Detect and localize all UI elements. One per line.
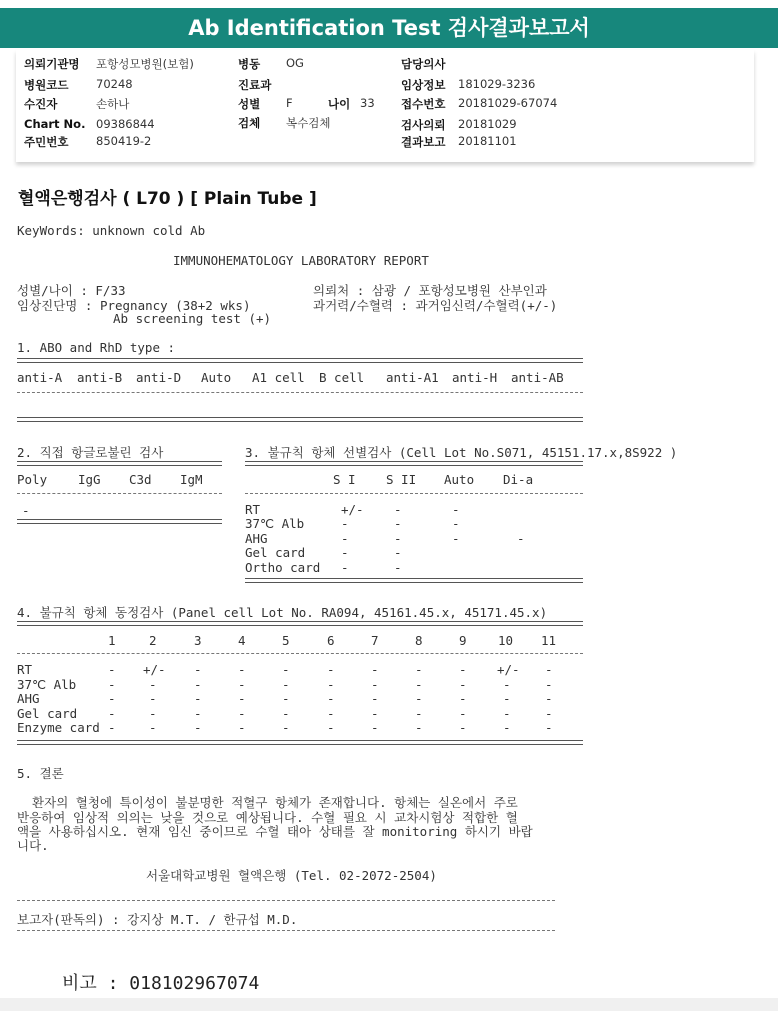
- panel-row-label: Gel card: [17, 706, 78, 721]
- divider: [17, 621, 583, 626]
- patient-value: 손하나: [96, 97, 130, 111]
- screening-cell: -: [341, 531, 349, 546]
- divider: [17, 740, 583, 745]
- transfusion-history: 과거력/수혈력 : 과거임신력/수혈력(+/-): [313, 298, 558, 313]
- divider: [17, 461, 222, 466]
- age-label: 나이: [328, 97, 351, 111]
- screening-cell: -: [341, 516, 349, 531]
- specimen-value: 복수검체: [286, 116, 331, 130]
- hospital-code-value: 70248: [96, 77, 133, 91]
- panel-cell: -: [238, 677, 246, 692]
- panel-cell: -: [194, 662, 202, 677]
- divider: [17, 653, 583, 654]
- abo-header-anti-ab: anti-AB: [511, 370, 564, 385]
- blood-bank-contact: 서울대학교병원 혈액은행 (Tel. 02-2072-2504): [146, 868, 437, 883]
- divider: [17, 392, 583, 393]
- panel-cell: -: [327, 677, 335, 692]
- panel-cell-number: 4: [238, 633, 246, 648]
- panel-cell: -: [327, 706, 335, 721]
- panel-cell-number: 5: [282, 633, 290, 648]
- divider: [17, 358, 583, 363]
- resident-no-value: 850419-2: [96, 134, 152, 148]
- screening-header-s2: S II: [386, 472, 417, 487]
- conclusion-section-title: 5. 결론: [17, 766, 64, 781]
- report-date-label: 결과보고: [401, 135, 446, 149]
- department-label: 진료과: [238, 78, 272, 92]
- panel-cell: -: [238, 691, 246, 706]
- screening-cell: -: [452, 516, 460, 531]
- institution-label: 의뢰기관명: [24, 57, 80, 71]
- panel-cell: -: [149, 720, 157, 735]
- panel-cell-number: 7: [371, 633, 379, 648]
- divider: [17, 519, 222, 524]
- screening-cell: -: [517, 531, 525, 546]
- specimen-label: 검체: [238, 116, 261, 130]
- panel-cell: -: [545, 677, 553, 692]
- screening-header-auto: Auto: [444, 472, 475, 487]
- divider: [245, 493, 583, 494]
- memo: 비고 : 018102967074: [62, 973, 260, 994]
- screening-row-label: RT: [245, 502, 261, 517]
- panel-cell: -: [503, 677, 511, 692]
- panel-cell-number: 2: [149, 633, 157, 648]
- screening-header-di-a: Di-a: [503, 472, 534, 487]
- abo-header-anti-b: anti-B: [77, 370, 123, 385]
- screening-row-label: 37℃ Alb: [245, 516, 305, 531]
- panel-cell: -: [327, 662, 335, 677]
- panel-cell-number: 10: [498, 633, 514, 648]
- diagnosis-line-2: Ab screening test (+): [113, 311, 272, 326]
- panel-cell: -: [282, 691, 290, 706]
- dat-value-poly: -: [22, 503, 30, 518]
- doctor-label: 담당의사: [401, 57, 446, 71]
- panel-cell: -: [415, 677, 423, 692]
- panel-cell: -: [327, 691, 335, 706]
- panel-cell: -: [371, 662, 379, 677]
- panel-cell: -: [194, 677, 202, 692]
- divider: [17, 417, 583, 422]
- divider: [245, 578, 583, 583]
- sex-label: 성별: [238, 97, 261, 111]
- lab-report-title: IMMUNOHEMATOLOGY LABORATORY REPORT: [173, 253, 429, 268]
- screening-cell: +/-: [341, 502, 364, 517]
- abo-header-auto: Auto: [201, 370, 232, 385]
- panel-row-label: 37℃ Alb: [17, 677, 77, 692]
- abo-header-a1-cell: A1 cell: [252, 370, 305, 385]
- panel-cell: -: [545, 691, 553, 706]
- panel-cell: -: [415, 706, 423, 721]
- panel-cell: -: [371, 677, 379, 692]
- diagnosis-line-1: 임상진단명 : Pregnancy (38+2 wks): [17, 298, 251, 313]
- panel-cell: -: [459, 677, 467, 692]
- panel-row-label: AHG: [17, 691, 40, 706]
- panel-cell: -: [238, 662, 246, 677]
- panel-cell: -: [108, 662, 116, 677]
- abo-header-anti-h: anti-H: [452, 370, 498, 385]
- dat-header-igm: IgM: [180, 472, 203, 487]
- screening-cell: -: [341, 545, 349, 560]
- panel-cell: -: [282, 706, 290, 721]
- conclusion-line: 환자의 혈청에 특이성이 불분명한 적혈구 항체가 존재합니다. 항체는 실온에서 주로: [17, 795, 518, 810]
- receipt-no-label: 접수번호: [401, 97, 446, 111]
- panel-cell: -: [415, 720, 423, 735]
- screening-cell: -: [452, 531, 460, 546]
- bottom-strip: [0, 998, 778, 1011]
- clinical-info-value: 181029-3236: [458, 77, 536, 91]
- panel-cell-number: 8: [415, 633, 423, 648]
- chart-no-value: 09386844: [96, 117, 155, 131]
- panel-cell: -: [503, 706, 511, 721]
- clinical-info-label: 임상정보: [401, 78, 446, 92]
- panel-cell: -: [371, 691, 379, 706]
- panel-cell: -: [415, 691, 423, 706]
- panel-cell: -: [371, 720, 379, 735]
- conclusion-line: 반응하여 임상적 의의는 낮을 것으로 예상됩니다. 수혈 필요 시 교차시험상 적합한 혈: [17, 810, 518, 825]
- panel-cell: -: [108, 720, 116, 735]
- panel-cell: -: [149, 691, 157, 706]
- panel-row-label: RT: [17, 662, 33, 677]
- screening-row-label: Ortho card: [245, 560, 321, 575]
- panel-cell: -: [194, 691, 202, 706]
- keywords: KeyWords: unknown cold Ab: [17, 223, 206, 238]
- sex-age: 성별/나이 : F/33: [17, 283, 126, 298]
- dat-header-c3d: C3d: [129, 472, 152, 487]
- panel-cell-number: 11: [541, 633, 557, 648]
- dat-header-igg: IgG: [78, 472, 101, 487]
- dat-section-title: 2. 직접 항글로불린 검사: [17, 445, 164, 460]
- screening-header-s1: S I: [333, 472, 356, 487]
- chart-no-label: Chart No.: [24, 117, 86, 131]
- panel-row-label: Enzyme card: [17, 720, 100, 735]
- panel-cell-number: 1: [108, 633, 116, 648]
- abo-header-anti-d: anti-D: [136, 370, 182, 385]
- panel-cell: -: [108, 706, 116, 721]
- abo-section-title: 1. ABO and RhD type :: [17, 340, 176, 355]
- panel-cell: -: [459, 662, 467, 677]
- divider: [17, 900, 555, 901]
- screening-cell: -: [452, 502, 460, 517]
- panel-cell: -: [327, 720, 335, 735]
- panel-cell: -: [238, 706, 246, 721]
- patient-label: 수진자: [24, 97, 58, 111]
- screening-cell: -: [394, 502, 402, 517]
- hospital-code-label: 병원코드: [24, 78, 69, 92]
- panel-cell: -: [545, 706, 553, 721]
- conclusion-line: 액을 사용하십시오. 현재 임신 중이므로 수혈 태아 상태를 잘 monitoring 하시기 바랍: [17, 824, 533, 839]
- abo-header-anti-a1: anti-A1: [386, 370, 439, 385]
- report-title: Ab Identification Test 검사결과보고서: [188, 16, 590, 40]
- request-date-value: 20181029: [458, 117, 517, 131]
- divider: [17, 493, 222, 494]
- panel-cell: -: [194, 720, 202, 735]
- panel-cell: -: [149, 677, 157, 692]
- section-title: 혈액은행검사 ( L70 ) [ Plain Tube ]: [18, 189, 317, 209]
- panel-cell: -: [108, 691, 116, 706]
- screening-row-label: AHG: [245, 531, 268, 546]
- panel-cell: -: [545, 662, 553, 677]
- panel-cell: -: [282, 662, 290, 677]
- panel-section-title: 4. 불규칙 항체 동정검사 (Panel cell Lot No. RA094, 45161.45.x, 45171.45.x): [17, 605, 548, 620]
- panel-cell-number: 3: [194, 633, 202, 648]
- panel-cell: -: [282, 720, 290, 735]
- panel-cell: -: [459, 691, 467, 706]
- screening-cell: -: [394, 531, 402, 546]
- request-date-label: 검사의뢰: [401, 118, 446, 132]
- resident-no-label: 주민번호: [24, 135, 69, 149]
- dat-header-poly: Poly: [17, 472, 48, 487]
- screening-cell: -: [394, 516, 402, 531]
- panel-cell: -: [282, 677, 290, 692]
- panel-cell: -: [415, 662, 423, 677]
- screening-cell: -: [394, 560, 402, 575]
- panel-cell: -: [503, 720, 511, 735]
- panel-cell: -: [238, 720, 246, 735]
- screening-row-label: Gel card: [245, 545, 306, 560]
- screening-cell: -: [341, 560, 349, 575]
- panel-cell-number: 9: [459, 633, 467, 648]
- panel-cell: -: [108, 677, 116, 692]
- institution-value: 포항성모병원(보험): [96, 57, 194, 71]
- screening-section-title: 3. 불규칙 항체 선별검사 (Cell Lot No.S071, 45151.17.x,8S922 ): [245, 445, 678, 460]
- sex-value: F: [286, 96, 293, 110]
- panel-cell: +/-: [497, 662, 520, 677]
- reporter: 보고자(판독의) : 강지상 M.T. / 한규섭 M.D.: [17, 912, 298, 927]
- panel-cell-number: 6: [327, 633, 335, 648]
- panel-cell: -: [545, 720, 553, 735]
- report-date-value: 20181101: [458, 134, 517, 148]
- panel-cell: -: [194, 706, 202, 721]
- divider: [17, 930, 555, 931]
- ward-value: OG: [286, 56, 304, 70]
- panel-cell: -: [459, 706, 467, 721]
- screening-cell: -: [394, 545, 402, 560]
- divider: [245, 461, 583, 466]
- panel-cell: -: [371, 706, 379, 721]
- receipt-no-value: 20181029-67074: [458, 96, 558, 110]
- age-value: 33: [360, 96, 375, 110]
- panel-cell: -: [149, 706, 157, 721]
- abo-header-b-cell: B cell: [319, 370, 365, 385]
- conclusion-line: 니다.: [17, 838, 49, 853]
- panel-cell: -: [503, 691, 511, 706]
- ward-label: 병동: [238, 57, 261, 71]
- requester: 의뢰처 : 삼광 / 포항성모병원 산부인과: [313, 283, 547, 298]
- panel-cell: -: [459, 720, 467, 735]
- abo-header-anti-a: anti-A: [17, 370, 63, 385]
- panel-cell: +/-: [143, 662, 166, 677]
